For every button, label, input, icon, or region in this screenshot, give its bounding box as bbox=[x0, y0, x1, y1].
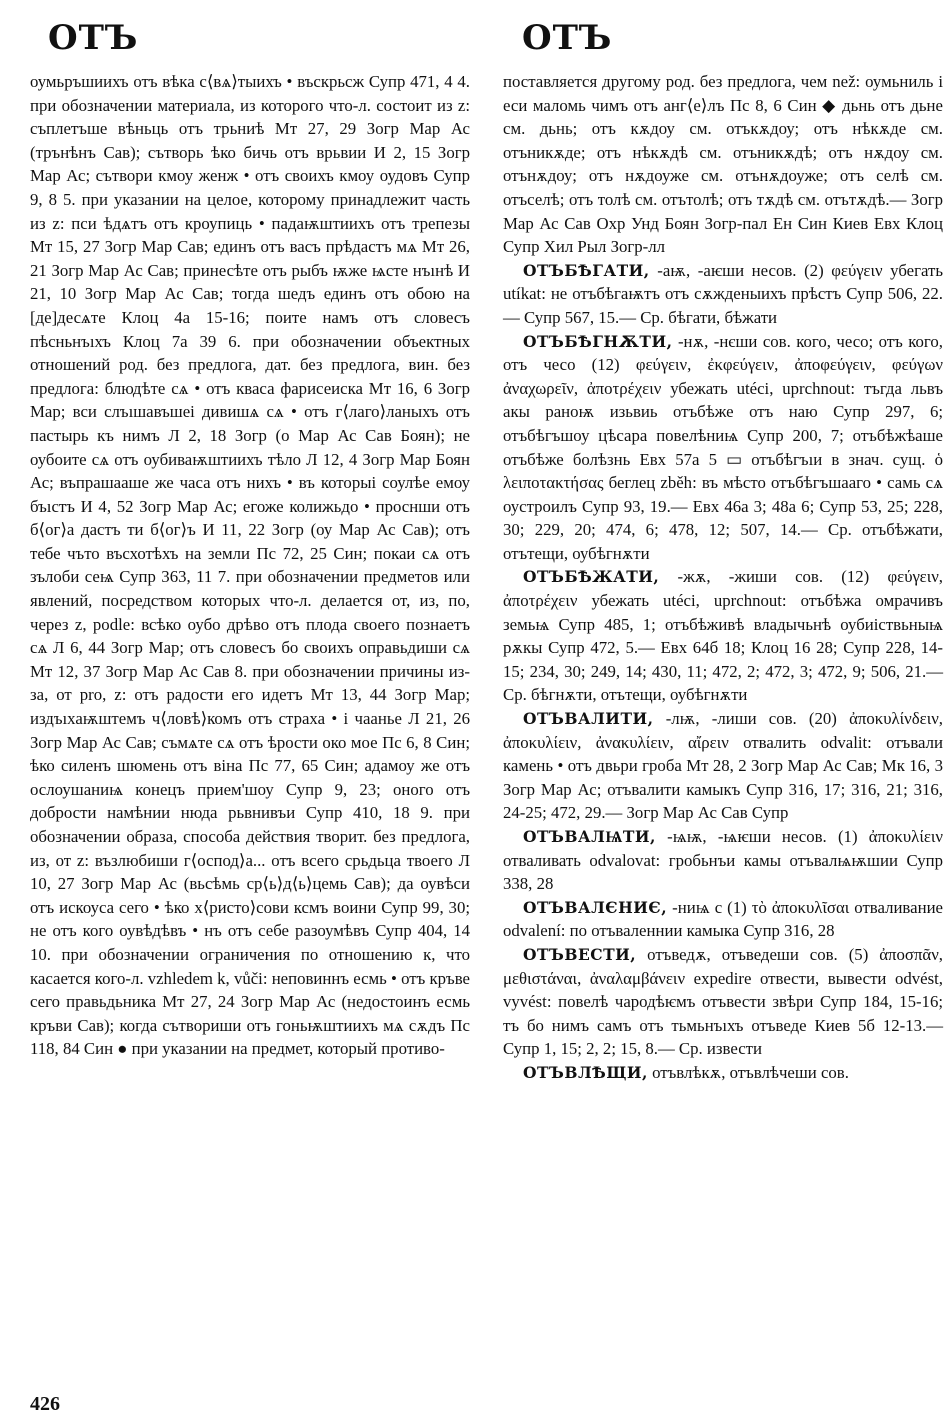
entry-headword: ОТЪБѢГНѪТИ, bbox=[523, 331, 673, 351]
dictionary-entry bbox=[503, 1061, 943, 1085]
left-column bbox=[30, 70, 470, 1061]
dictionary-entry bbox=[503, 330, 943, 566]
dictionary-entry bbox=[503, 825, 943, 896]
entry-headword: ОТЪВЕСТИ, bbox=[523, 944, 637, 964]
entry-body: -нѫ, -нєши сов. кого, чесо; отъ кого, отъ чесо (12) φεύγειν, ἐκφεύγειν, ἀποφεύγειν, φεύγων ἀναχωρεῖν, ἀποτρέχειν убежать utéci, uprchnout: тъгда львъ акы раноѭ изьвиь отъбѣже отъ наю Супр 297, 6; отъбѣгъшоу цѣсара повелѣниѩ Супр 200, 7; отъбѣжѣаше отъбѣже болѣзнь Евх 57а 5 ▭ отъбѣгъıи в знач. сущ. ὁ λειποτακτήσας беглец zběh: въ мѣсто отъбѣгъшааго • самь сѧ оустроилъ Супр 93, 19.— Евх 46а 3; 48а 6; Супр 53, 25; 228, 30; 229, 20; 474, 6; 478, 12; 507, 14.— Ср. отъбѣжати, отътещи, оубѣгнѫти bbox=[503, 331, 943, 563]
running-head-left: ОТЪ bbox=[48, 18, 139, 58]
entry-body: -ниѩ с (1) τὸ ἀποκυλῖσαι отваливание odvalení: по отъваленнии камыка Супр 316, 28 bbox=[503, 897, 943, 941]
entry-body: -ѩѭ, -ѩѥши несов. (1) ἀποκυλίειν отваливать odvalovat: гробьнъи камы отъвалѩѭшии Супр 338, 28 bbox=[503, 827, 943, 894]
entry-headword: ОТЪБѢЖАТИ, bbox=[523, 567, 660, 587]
dictionary-entry bbox=[503, 707, 943, 825]
entry-body: отъведѫ, отъведеши сов. (5) ἀποσπᾶν, μεθιστάναι, ἀναλαμβάνειν expedire отвести, вывести odvést, vyvést: повелѣ чародѣѥмъ отъвести звѣри Супр 184, 15-16; тъ бо нимъ самъ отъ тьмьнъıхъ отъведе Киев 5б 12-13.— Супр 1, 15; 2, 2; 15, 8.— Ср. извести bbox=[503, 944, 943, 1059]
page-number: 426 bbox=[30, 1393, 60, 1415]
right-column bbox=[503, 70, 943, 1085]
dictionary-entry bbox=[503, 565, 943, 707]
entry-headword: ОТЪВАЛѨТИ, bbox=[523, 827, 656, 846]
entry-headword: ОТЪВАЛЄНИЄ, bbox=[523, 897, 668, 917]
entry-headword: ОТЪВАЛИТИ, bbox=[523, 709, 654, 729]
running-head-right: ОТЪ bbox=[522, 18, 613, 58]
entry-headword: ОТЪВЛѢЩИ, bbox=[523, 1062, 648, 1082]
entry-body: -лѭ, -лиши сов. (20) ἀποκυλίνδειν, ἀποκυλίειν, ἀνακυλίειν, αἴρειν отвалить odvalit: отъвали камень • отъ двьри гроба Мт 28, 2 Зогр Мар Ас Сав; Мк 16, 3 Зогр Мар Ас; отъвалити камыкъ Супр 316, 17; 316, 21; 316, 24-25; 472, 29.— Зогр Мар Ас Сав Супр bbox=[503, 709, 943, 823]
entry-body: -жѫ, -жиши сов. (12) φεύγειν, ἀποτρέχειν убежать utéci, uprchnout: отъбѣжа омрачивъ земьѩ Супр 485, 1; отъбѣживѣ владычьнѣ оубиіствьныѩ рѫкы Супр 472, 5.— Евх 64б 18; Клоц 16 28; Супр 228, 14-15; 234, 30; 249, 14; 430, 11; 472, 2; 472, 3; 472, 9; 506, 21.— Ср. бѣгнѫти, отътещи, оубѣгнѫти bbox=[503, 567, 943, 705]
right-column-intro: поставляется другому род. без предлога, чем než: оумьниль і еси маломь чимъ отъ анг⟨е⟩лъ Пс 8, 6 Син ◆ дьнь отъ дьне см. дьнь; отъ кѫдоу см. отъкѫдоу; отъ нѣкѫде см. отъникѫде; отъ нѣкѫдѣ см. отъникѫдѣ; отъ нѫдоу см. отънѫдоу; отъ нѫдоуже см. отънѫдоуже; отъ селѣ см. отъселѣ; отъ толѣ см. отътолѣ; отъ тѫдѣ см. отътѫдѣ.— Зогр Мар Ас Сав Охр Унд Боян Зогр-пал Ен Син Киев Евх Клоц Супр Хил Рыл Зогр-лл bbox=[503, 72, 943, 257]
left-column-text: оумьръшиихъ отъ вѣка с⟨вѧ⟩тыихъ • въскрьсж Супр 471, 4 4. при обозначении материала, из которого что-л. состоит из z: съплетъше вѣньць отъ трьниѣ Мт 27, 29 Зогр Мар Ас (трънѣнъ Сав); сътворь ѣко бичь отъ врьвии И 2, 15 Зогр Мар Ас; сътвори кмоу женж • отъ своихъ кмоу оудовъ Супр 9, 8 5. при указании на целое, которому принадлежит часть из z: пси ѣдѧтъ отъ кроупиць • падаѭштиихъ отъ трепезы Мт 15, 27 Зогр Мар Сав; единъ отъ васъ прѣдастъ мѧ Мт 26, 21 Зогр Мар Ас Сав; принесѣте отъ рыбъ ѭже ѩсте нъıнѣ И 21, 10 Зогр Мар Ас Сав; тогда шедъ единъ отъ обою на [де]десѧте Клоц 4а 15-16; поите намъ отъ словесъ пѣсньнъıхъ Клоц 7а 39 6. при обозначении объектных отношений род. без предлога, дат. без предлога, вин. без предлога: блюдѣте сѧ • отъ кваса фарисеиска Мт 16, 6 Зогр Мар; вси слъıшавъшеі дивишѧ сѧ • отъ г⟨лаго⟩ланыхъ отъ пастырь къ нимъ Л 2, 18 Зогр (о Мар Ас Сав Боян); не оубоите сѧ отъ оубиваѭштиихъ тѣло Л 12, 4 Зогр Мар Боян Ас; въпрашааше же часа отъ нихъ • въ которыі соулѣе емоу бъıстъ И 4, 52 Зогр Мар Ас; егоже колижьдо • проснши отъ б⟨ог⟩а дастъ ти б⟨ог⟩ъ И 11, 22 Зогр (оу Мар Ас Сав); отъ тебе чъто въсхотѣхъ на земли Пс 72, 25 Син; покаи сѧ отъ зълоби сеѩ Супр 363, 11 7. при обозначении предметов или явлений, посредством которых что-л. делается от, из, по, через z, podle: всѣко оубо дрѣво отъ плода своего познаетъ сѧ Л 6, 44 Зогр Мар; отъ словесъ бо своихъ оправьдиши сѧ Мт 12, 37 Зогр Мар Ас Сав 8. при обозначении причины из-за, от pro, z: отъ радости его идетъ Мт 13, 44 Зогр Мар; издъıхаѭштемъ ч⟨ловѣ⟩комъ отъ страха • і чаанье Л 21, 26 Зогр Мар Ас Сав; съмѧте сѧ отъ ѣрости око мое Пс 6, 8 Син; ѣко силенъ шюмень отъ віна Пс 77, 65 Син; адамоу же отъ ослоушаниѩ конецъ прием'шоу Супр 9, 23; оного отъ добрости намѣнии нюда рьвнивъи Супр 410, 18 9. при обозначении образа, способа действия творит. без предлога, из, от z: възлюбиши г⟨оспод⟩а... отъ всего срьдьца твоего Л 10, 27 Зогр Мар Ас (вьсѣмь ср⟨ь⟩д⟨ь⟩цемь Сав); да оувѣси отъ искоуса сего • ѣко х⟨ристо⟩сови ксмъ воини Супр 99, 30; не отъ кого оувѣдѣвъ • нъ отъ себе разоумѣвъ Супр 404, 14 10. при обозначении ограничения по отношению к, что касается кого-л. vzhledem k, vůči: неповиннъ есмь • отъ кръве сего правьдьника Мт 27, 24 Зогр Мар Ас (недостоинъ есмь кръви Сав); когда сътвориши отъ гоньѭштиихъ мѧ сѫдъ Пс 118, 84 Син ● при указании на предмет, который противо- bbox=[30, 72, 470, 1059]
entry-body: -аѭ, -аѥши несов. (2) φεύγειν убегать utíkat: не отъбѣгаѭтъ отъ сѫжденыихъ прѣстъ Супр 506, 22.— Супр 567, 15.— Ср. бѣгати, бѣжати bbox=[503, 260, 943, 327]
entry-body: отъвлѣкѫ, отъвлѣчеши сов. bbox=[647, 1062, 849, 1082]
dictionary-entry bbox=[503, 943, 943, 1061]
entry-headword: ОТЪБѢГАТИ, bbox=[523, 260, 650, 280]
dictionary-entry bbox=[503, 896, 943, 943]
dictionary-entry bbox=[503, 259, 943, 330]
